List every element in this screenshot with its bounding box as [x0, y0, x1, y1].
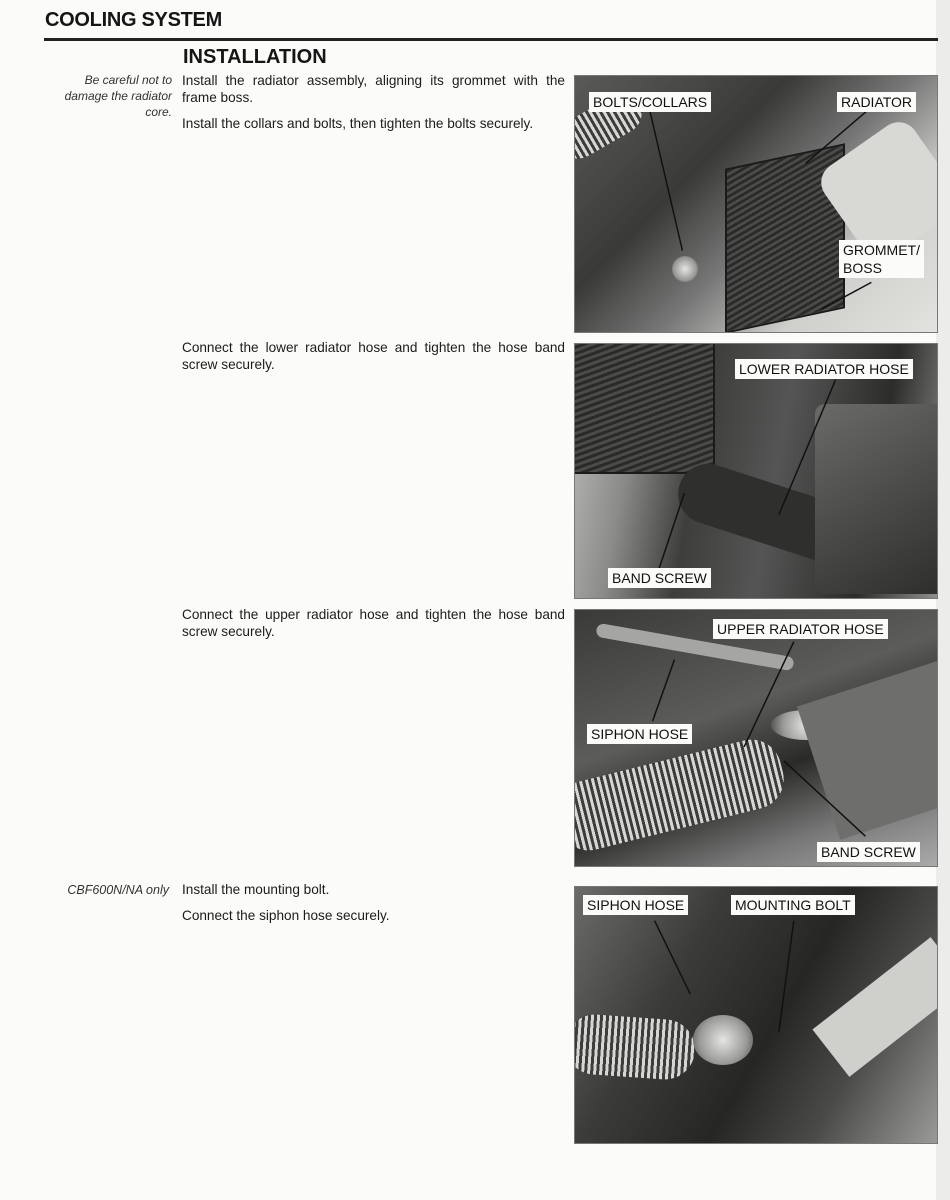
label-bolts-collars: BOLTS/COLLARS [589, 92, 711, 112]
step-install-radiator: Install the radiator assembly, aligning its grommet with the frame boss. [182, 73, 565, 105]
step-install-bolts: Install the collars and bolts, then tighten the bolts securely. [182, 116, 534, 131]
caution-note [40, 72, 172, 120]
label-lower-radiator-hose: LOWER RADIATOR HOSE [735, 359, 913, 379]
model-note: CBF600N/NA only [67, 883, 169, 897]
step-mounting-bolt: Install the mounting bolt. [182, 882, 330, 897]
figure-radiator-install [574, 75, 938, 333]
leader-lines [575, 887, 937, 1143]
label-upper-radiator-hose: UPPER RADIATOR HOSE [713, 619, 888, 639]
label-band-screw: BAND SCREW [817, 842, 920, 862]
label-band-screw: BAND SCREW [608, 568, 711, 588]
section-title: COOLING SYSTEM [45, 9, 222, 31]
label-mounting-bolt: MOUNTING BOLT [731, 895, 855, 915]
step-upper-hose: Connect the upper radiator hose and tighten the hose band screw securely. [182, 607, 565, 639]
figure-mounting-bolt [574, 886, 938, 1144]
label-radiator: RADIATOR [837, 92, 916, 112]
page-edge [936, 0, 950, 1200]
leader-lines [575, 76, 937, 332]
step-lower-hose: Connect the lower radiator hose and tighten the hose band screw securely. [182, 340, 565, 372]
label-siphon-hose: SIPHON HOSE [587, 724, 692, 744]
figure-upper-hose [574, 609, 938, 867]
leader-lines [575, 344, 937, 598]
label-siphon-hose: SIPHON HOSE [583, 895, 688, 915]
label-grommet-boss [839, 240, 924, 278]
caution-note-line: core. [145, 105, 172, 119]
figure-lower-hose [574, 343, 938, 599]
label-boss: BOSS [843, 260, 882, 276]
step-siphon-hose: Connect the siphon hose securely. [182, 908, 390, 923]
subsection-title: INSTALLATION [183, 46, 327, 68]
label-grommet: GROMMET/ [843, 242, 920, 258]
caution-note-line: Be careful not to [84, 73, 172, 87]
caution-note-line: damage the radiator [64, 89, 172, 103]
title-divider [44, 38, 938, 41]
